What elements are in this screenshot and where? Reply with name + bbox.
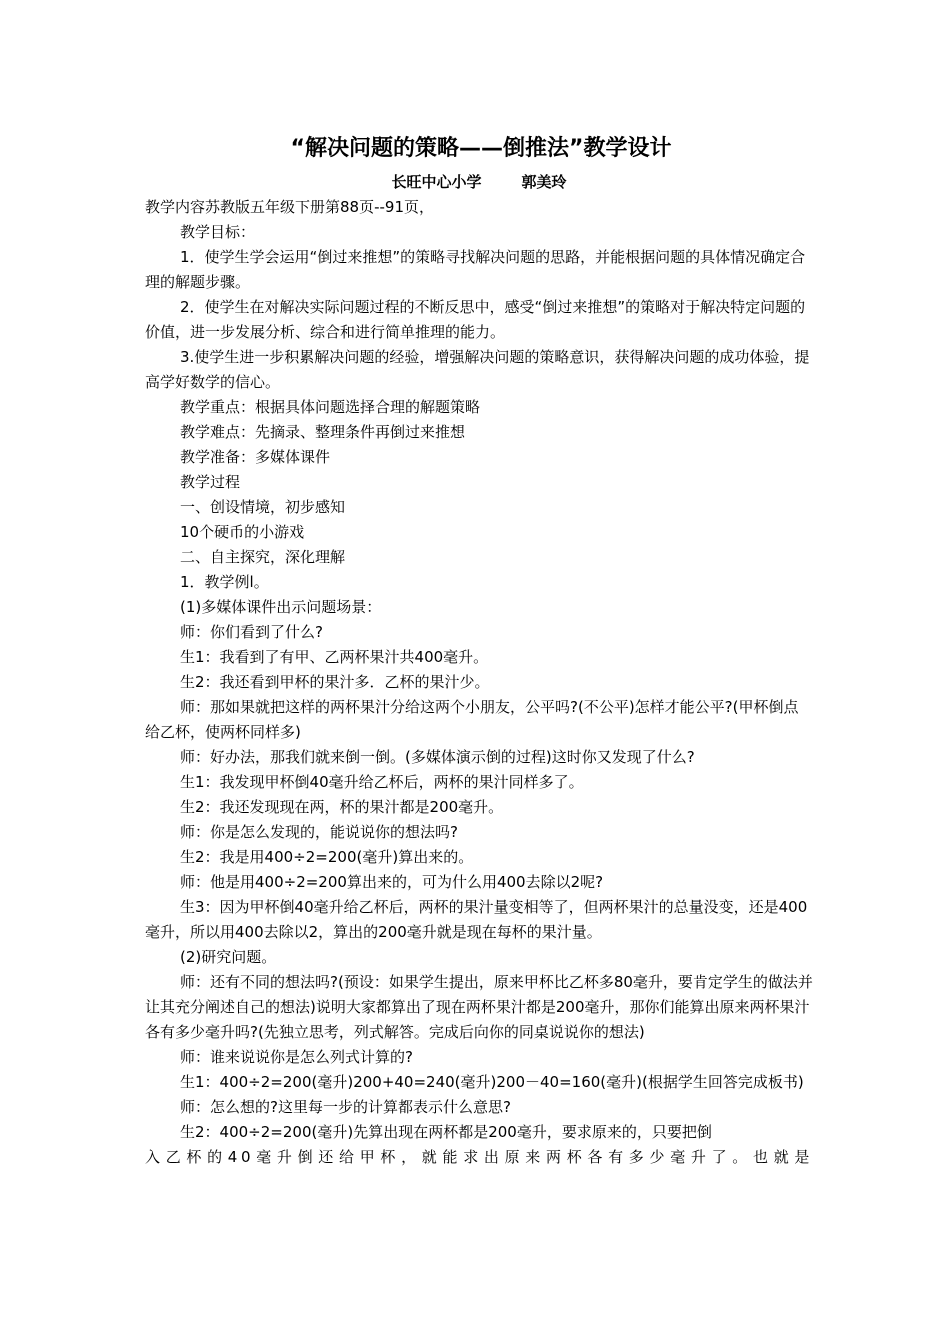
document-page: [145, 132, 813, 1170]
paragraph: 师：好办法，那我们就来倒一倒。(多媒体演示倒的过程)这时你又发现了什么?: [180, 748, 695, 766]
paragraph: 生2：我还发现现在两，杯的果汁都是200毫升。: [180, 798, 504, 816]
paragraph: 师：他是用400÷2=200算出来的，可为什么用400去除以2呢?: [180, 873, 604, 891]
paragraph: 师：你们看到了什么?: [180, 623, 323, 641]
paragraph: 生1：我看到了有甲、乙两杯果汁共400毫升。: [180, 648, 489, 666]
paragraph: 教学目标：: [180, 223, 256, 241]
paragraph: 教学难点：先摘录、整理条件再倒过来推想: [180, 423, 466, 441]
paragraph: 1．使学生学会运用“倒过来推想”的策略寻找解决问题的思路，并能根据问题的具体情况确定合理的解题步骤。: [145, 248, 806, 291]
paragraph: 师：怎么想的?这里每一步的计算都表示什么意思?: [180, 1098, 511, 1116]
paragraph: 2．使学生在对解决实际问题过程的不断反思中，感受“倒过来推想”的策略对于解决特定问题的价值，进一步发展分析、综合和进行简单推理的能力。: [145, 298, 806, 341]
paragraph: 教学准备：多媒体课件: [180, 448, 331, 466]
document-body: [145, 195, 813, 1170]
paragraph: 3.使学生进一步积累解决问题的经验，增强解决问题的策略意识，获得解决问题的成功体验，提高学好数学的信心。: [145, 348, 810, 391]
paragraph: 生1：400÷2=200(毫升)200+40=240(毫升)200－40=160(毫升)(根据学生回答完成板书): [180, 1073, 804, 1091]
paragraph: 10个硬币的小游戏: [180, 523, 305, 541]
paragraph: 教学过程: [180, 473, 241, 491]
paragraph: 生1：我发现甲杯倒40毫升给乙杯后，两杯的果汁同样多了。: [180, 773, 584, 791]
paragraph: 1．教学例l。: [180, 573, 269, 591]
paragraph: 生2：400÷2=200(毫升)先算出现在两杯都是200毫升，要求原来的，只要把倒: [180, 1123, 712, 1141]
paragraph: (1)多媒体课件出示问题场景：: [180, 598, 382, 616]
paragraph: 师：那如果就把这样的两杯果汁分给这两个小朋友，公平吗?(不公平)怎样才能公平?(甲杯倒点给乙杯，使两杯同样多): [145, 698, 799, 741]
paragraph: (2)研究问题。: [180, 948, 277, 966]
paragraph: 二、自主探究，深化理解: [180, 548, 346, 566]
paragraph: 一、创设情境，初步感知: [180, 498, 346, 516]
paragraph: 师：谁来说说你是怎么列式计算的?: [180, 1048, 413, 1066]
paragraph: 生2：我还看到甲杯的果汁多．乙杯的果汁少。: [180, 673, 490, 691]
author-line: [145, 170, 813, 195]
paragraph: 生3：因为甲杯倒40毫升给乙杯后，两杯的果汁量变相等了，但两杯果汁的总量没变，还是400毫升，所以用400去除以2，算出的200毫升就是现在每杯的果汁量。: [145, 898, 808, 941]
school-name: 长旺中心小学: [391, 173, 482, 191]
paragraph: 师：还有不同的想法吗?(预设：如果学生提出，原来甲杯比乙杯多80毫升，要肯定学生的做法并让其充分阐述自己的想法)说明大家都算出了现在两杯果汁都是200毫升，那你们能算出原来两杯果汁各有多少毫升吗?(先独立思考，列式解答。完成后向你的同桌说说你的想法): [145, 973, 813, 1041]
author-name: 郭美玲: [521, 173, 567, 191]
paragraph: 教学内容苏教版五年级下册第88页--91页，: [145, 198, 435, 216]
paragraph: 师：你是怎么发现的，能说说你的想法吗?: [180, 823, 458, 841]
paragraph: 生2：我是用400÷2=200(毫升)算出来的。: [180, 848, 474, 866]
paragraph: 入乙杯的40毫升倒还给甲杯，就能求出原来两杯各有多少毫升了。也就是: [145, 1148, 813, 1166]
paragraph: 教学重点：根据具体问题选择合理的解题策略: [180, 398, 481, 416]
document-title: “解决问题的策略——倒推法”教学设计: [290, 136, 672, 161]
